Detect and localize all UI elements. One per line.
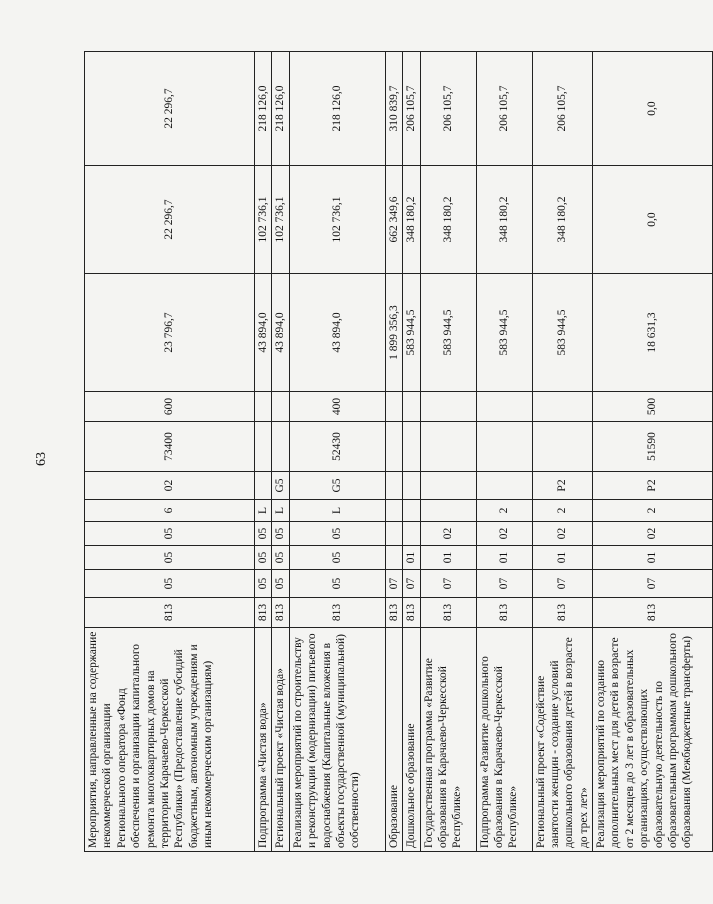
cell-expense-type xyxy=(385,392,402,422)
cell-amount-2: 348 180,2 xyxy=(532,166,593,274)
cell-program: 05 xyxy=(255,522,272,546)
cell-section: 05 xyxy=(272,570,289,598)
cell-program: 02 xyxy=(420,522,476,546)
table-row xyxy=(289,52,385,852)
cell-amount-3: 310 839,7 xyxy=(385,52,402,166)
cell-program: 02 xyxy=(593,522,713,546)
cell-project: P2 xyxy=(593,472,713,500)
cell-subprogram: L xyxy=(272,500,289,522)
cell-direction xyxy=(403,422,420,472)
row-name: Реализация мероприятий по созданию дополнительных мест для детей в возрасте от 2 месяцев до 3 лет в образовательных организациях, осуществляющих образовательную деятельность по образовательным программам дошкольного образования (Межбюджетные трансферты) xyxy=(593,628,713,852)
row-name: Региональный проект «Содействие занятости женщин - создание условий дошкольного образования детей в возрасте до трех лет» xyxy=(532,628,593,852)
row-name: Образование xyxy=(385,628,402,852)
cell-amount-1: 43 894,0 xyxy=(289,274,385,392)
cell-project xyxy=(255,472,272,500)
row-name: Мероприятия, направленные на содержание некоммерческой организации Регионального оператора «Фонд обеспечения и организации капитального ремонта многоквартирных домов на территории Карачаево-Черкесской Республики» (Предоставление субсидий бюджетным, автономным учреждениям и иным некоммерческим организациям) xyxy=(85,628,255,852)
row-name: Реализация мероприятий по строительству и реконструкции (модернизации) питьевого водоснабжения (Капитальные вложения в объекты государственной (муниципальной) собственности) xyxy=(289,628,385,852)
cell-amount-2: 348 180,2 xyxy=(420,166,476,274)
cell-program xyxy=(403,522,420,546)
cell-subprogram: 6 xyxy=(85,500,255,522)
cell-amount-1: 43 894,0 xyxy=(255,274,272,392)
cell-ministry-code: 813 xyxy=(385,598,402,628)
cell-expense-type: 500 xyxy=(593,392,713,422)
cell-amount-3: 206 105,7 xyxy=(403,52,420,166)
cell-ministry-code: 813 xyxy=(420,598,476,628)
table-row xyxy=(255,52,272,852)
cell-expense-type xyxy=(476,392,532,422)
cell-amount-3: 206 105,7 xyxy=(476,52,532,166)
cell-ministry-code: 813 xyxy=(255,598,272,628)
table-row xyxy=(403,52,420,852)
cell-section: 07 xyxy=(420,570,476,598)
cell-amount-2: 102 736,1 xyxy=(255,166,272,274)
budget-table-rotated xyxy=(84,52,694,852)
cell-expense-type: 600 xyxy=(85,392,255,422)
cell-subsection xyxy=(385,546,402,570)
cell-direction xyxy=(272,422,289,472)
cell-subsection: 01 xyxy=(593,546,713,570)
cell-amount-1: 583 944,5 xyxy=(532,274,593,392)
table-row xyxy=(593,52,713,852)
cell-section: 05 xyxy=(289,570,385,598)
cell-amount-3: 218 126,0 xyxy=(255,52,272,166)
cell-subsection: 05 xyxy=(272,546,289,570)
cell-amount-2: 102 736,1 xyxy=(272,166,289,274)
cell-subprogram: 2 xyxy=(532,500,593,522)
cell-ministry-code: 813 xyxy=(532,598,593,628)
cell-amount-1: 583 944,5 xyxy=(420,274,476,392)
page-number: 63 xyxy=(34,452,49,466)
cell-project xyxy=(420,472,476,500)
cell-project: G5 xyxy=(289,472,385,500)
cell-expense-type xyxy=(420,392,476,422)
cell-amount-3: 218 126,0 xyxy=(272,52,289,166)
cell-project: G5 xyxy=(272,472,289,500)
table-body xyxy=(85,52,713,852)
row-name: Региональный проект «Чистая вода» xyxy=(272,628,289,852)
cell-amount-3: 206 105,7 xyxy=(532,52,593,166)
cell-section: 05 xyxy=(85,570,255,598)
cell-amount-1: 583 944,5 xyxy=(403,274,420,392)
table-row xyxy=(476,52,532,852)
cell-project: P2 xyxy=(532,472,593,500)
cell-section: 07 xyxy=(476,570,532,598)
cell-amount-1: 18 631,3 xyxy=(593,274,713,392)
cell-subprogram xyxy=(403,500,420,522)
cell-direction xyxy=(255,422,272,472)
cell-section: 07 xyxy=(532,570,593,598)
cell-amount-3: 206 105,7 xyxy=(420,52,476,166)
cell-section: 07 xyxy=(385,570,402,598)
cell-amount-1: 1 899 356,3 xyxy=(385,274,402,392)
cell-section: 07 xyxy=(403,570,420,598)
cell-direction xyxy=(532,422,593,472)
cell-program: 05 xyxy=(289,522,385,546)
cell-subsection: 01 xyxy=(403,546,420,570)
cell-subprogram xyxy=(420,500,476,522)
cell-subprogram: 2 xyxy=(593,500,713,522)
table-row xyxy=(85,52,255,852)
cell-expense-type: 400 xyxy=(289,392,385,422)
cell-subsection: 05 xyxy=(85,546,255,570)
cell-section: 07 xyxy=(593,570,713,598)
cell-project xyxy=(403,472,420,500)
table-row xyxy=(385,52,402,852)
table-row xyxy=(532,52,593,852)
cell-program xyxy=(385,522,402,546)
cell-project xyxy=(476,472,532,500)
cell-subprogram: L xyxy=(255,500,272,522)
cell-amount-3: 22 296,7 xyxy=(85,52,255,166)
cell-direction: 73400 xyxy=(85,422,255,472)
cell-expense-type xyxy=(255,392,272,422)
cell-section: 05 xyxy=(255,570,272,598)
cell-expense-type xyxy=(272,392,289,422)
cell-amount-3: 218 126,0 xyxy=(289,52,385,166)
budget-table xyxy=(84,51,713,852)
cell-subsection: 01 xyxy=(476,546,532,570)
cell-expense-type xyxy=(532,392,593,422)
cell-expense-type xyxy=(403,392,420,422)
cell-subprogram xyxy=(385,500,402,522)
cell-project: 02 xyxy=(85,472,255,500)
cell-ministry-code: 813 xyxy=(476,598,532,628)
cell-ministry-code: 813 xyxy=(289,598,385,628)
cell-project xyxy=(385,472,402,500)
row-name: Подпрограмма «Развитие дошкольного образования в Карачаево-Черкесской Республике» xyxy=(476,628,532,852)
row-name: Дошкольное образование xyxy=(403,628,420,852)
cell-direction: 51590 xyxy=(593,422,713,472)
table-row xyxy=(272,52,289,852)
cell-subprogram: 2 xyxy=(476,500,532,522)
cell-program: 05 xyxy=(85,522,255,546)
cell-ministry-code: 813 xyxy=(593,598,713,628)
cell-amount-2: 102 736,1 xyxy=(289,166,385,274)
cell-ministry-code: 813 xyxy=(272,598,289,628)
cell-program: 02 xyxy=(476,522,532,546)
cell-amount-2: 662 349,6 xyxy=(385,166,402,274)
row-name: Подпрограмма «Чистая вода» xyxy=(255,628,272,852)
cell-program: 05 xyxy=(272,522,289,546)
cell-amount-2: 0,0 xyxy=(593,166,713,274)
cell-amount-1: 43 894,0 xyxy=(272,274,289,392)
cell-direction xyxy=(476,422,532,472)
cell-ministry-code: 813 xyxy=(403,598,420,628)
cell-amount-1: 23 796,7 xyxy=(85,274,255,392)
cell-subsection: 01 xyxy=(420,546,476,570)
cell-direction xyxy=(420,422,476,472)
cell-program: 02 xyxy=(532,522,593,546)
cell-subsection: 05 xyxy=(289,546,385,570)
cell-amount-1: 583 944,5 xyxy=(476,274,532,392)
table-row xyxy=(420,52,476,852)
cell-direction xyxy=(385,422,402,472)
cell-amount-3: 0,0 xyxy=(593,52,713,166)
row-name: Государственная программа «Развитие образования в Карачаево-Черкесской Республике» xyxy=(420,628,476,852)
cell-subsection: 01 xyxy=(532,546,593,570)
cell-amount-2: 348 180,2 xyxy=(476,166,532,274)
cell-subprogram: L xyxy=(289,500,385,522)
cell-amount-2: 22 296,7 xyxy=(85,166,255,274)
cell-ministry-code: 813 xyxy=(85,598,255,628)
cell-amount-2: 348 180,2 xyxy=(403,166,420,274)
cell-direction: 52430 xyxy=(289,422,385,472)
cell-subsection: 05 xyxy=(255,546,272,570)
